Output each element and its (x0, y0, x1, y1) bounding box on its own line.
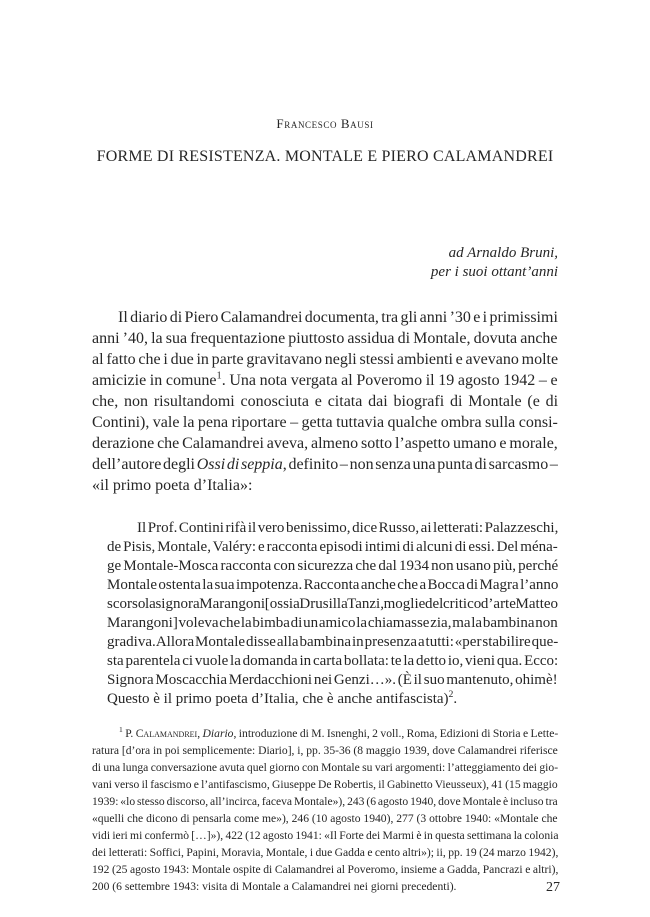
quote-line: gradiva. Allora Montale disse alla bambina in presenza a tutti: «per stabilire que- (107, 634, 559, 650)
quote-line: Montale ostenta la sua impotenza. Racconta anche che a Bocca di Magra l’anno (107, 577, 559, 593)
footnote-line: dei letterati: Soffici, Papini, Moravia, Montale, i due Gadda e cento altri»); ii, pp. 19 (24 marzo 1942), (92, 846, 559, 859)
footnote-line: 1939: «lo stesso discorso, all’incirca, faceva Montale»), 243 (6 agosto 1940, dove Montale è incluso tra (92, 795, 558, 808)
body-line: al fatto che i due in parte gravitavano negli stessi ambienti e avevano molte (92, 351, 559, 368)
footnote-line: 192 (25 agosto 1943: Montale ospite di Calamandrei al Poveromo, insieme a Gadda, Pancrazi e altri), (92, 863, 559, 876)
quote-line: de Pisis, Montale, Valéry: e racconta episodi intimi di alcuni di essi. Del ména- (107, 539, 558, 555)
quote-line: Marangoni] voleva che la bimba di un amico la chiamasse zia, ma la bambina non (107, 615, 558, 631)
quote-line: Questo è il primo poeta d’Italia, che è anche antifascista)$^2$. (107, 689, 458, 707)
footnote-line: ratura [d’ora in poi semplicemente: Diario], i, pp. 35-36 (8 maggio 1939, dove Calamandrei riferisce (92, 744, 558, 757)
body-line: amicizie in comune$^1$. Una nota vergata al Poveromo il 19 agosto 1942 – e (92, 370, 558, 389)
body-line: dell’autore degli Ossi di seppia, definito – non senza una punta di sarcasmo – (92, 456, 558, 473)
body-line: Il diario di Piero Calamandrei documenta, tra gli anni ’30 e i primissimi (118, 309, 558, 326)
body-line: anni ’40, la sua frequentazione piuttosto assidua di Montale, dovuta anche (92, 330, 558, 347)
page-number: 27 (546, 880, 560, 895)
footnote-line: vani verso il fascismo e l’antifascismo, Giuseppe De Robertis, il Gabinetto Vieusseux), 41 (15 maggio (92, 778, 558, 791)
quote-line: scorso la signora Marangoni [ossia Drusilla Tanzi, moglie del critico d’arte Matteo (107, 596, 559, 612)
article-title: FORME DI RESISTENZA. MONTALE E PIERO CALAMANDREI (96, 148, 554, 165)
body-line: derazione che Calamandrei aveva, almeno sotto l’aspetto umano e morale, (92, 435, 558, 452)
footnote-line: vidi ieri mi confermò […]»), 422 (12 agosto 1941: «Il Forte dei Marmi è in questa settimana la colonia (92, 829, 559, 842)
dedication-line: per i suoi ottant’anni (430, 264, 558, 280)
footnote-line: 200 (6 settembre 1943: visita di Montale a Calamandrei nei giorni precedenti). (92, 880, 457, 893)
quote-line: Il Prof. Contini rifà il vero benissimo, dice Russo, ai letterati: Palazzeschi, (137, 520, 559, 536)
footnote-line: di una lunga conversazione avuta quel giorno con Montale su vari argomenti: l’atteggiamento dei gio- (92, 761, 559, 774)
quote-line: ge Montale-Mosca racconta con sicurezza che dal 1934 non usano più, perché (107, 558, 559, 574)
dedication-line: ad Arnaldo Bruni, (448, 245, 558, 261)
footnote-number: 1 (119, 725, 123, 735)
body-line: Contini), vale la pena riportare – getta tuttavia qualche ombra sulla consi- (92, 414, 558, 431)
body-line: che, non risultandomi conosciuta e citata dai biografi di Montale (e di (92, 393, 559, 410)
footnote-ref[interactable]: 1 (216, 370, 222, 382)
quote-line: Signora Moscacchia Merdacchioni nei Genzi…». (È il suo mantenuto, ohimè! (107, 672, 558, 688)
footnote-line: $^1$ P. Calamandrei, Diario, introduzione di M. Isnenghi, 2 voll., Roma, Edizioni di Storia e Lette- (119, 725, 559, 740)
body-line: «il primo poeta d’Italia»: (92, 477, 253, 494)
footnote-line: «quelli che dicono di pensarla come me»), 246 (10 agosto 1940), 277 (3 ottobre 1940: «Montale che (92, 812, 558, 825)
article-author: Francesco Bausi (276, 116, 374, 131)
quote-line: sta parentela ci vuole la domanda in carta bollata: te la detto io, vieni qua. Ecco: (107, 653, 559, 669)
footnote-ref[interactable]: 2 (448, 689, 454, 700)
dedication (431, 244, 558, 282)
